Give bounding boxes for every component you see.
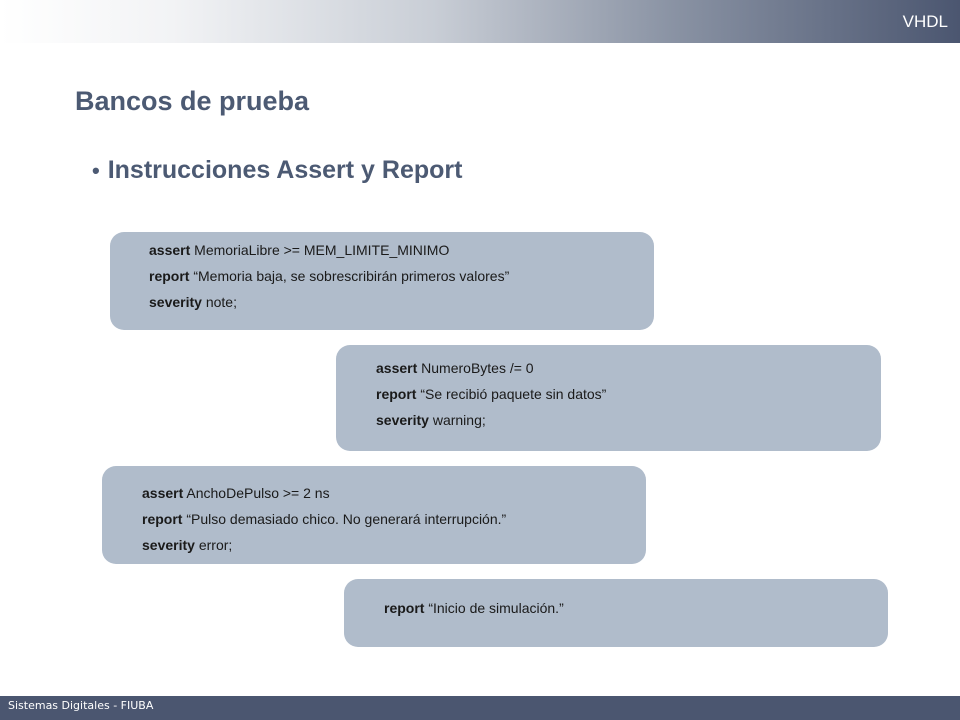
code-text: “Memoria baja, se sobrescribirán primeros valores” <box>189 268 510 284</box>
code-text: MemoriaLibre >= MEM_LIMITE_MINIMO <box>190 242 450 258</box>
code-keyword: report <box>376 386 417 402</box>
code-keyword: assert <box>149 242 191 258</box>
code-line <box>149 237 654 263</box>
bullet-item <box>92 156 462 185</box>
code-text: note; <box>201 294 237 310</box>
footer-text: Sistemas Digitales - FIUBA <box>8 699 154 712</box>
code-block-inicio <box>344 579 888 647</box>
code-keyword: severity <box>376 412 429 428</box>
code-line <box>142 506 646 532</box>
code-keyword: report <box>149 268 190 284</box>
code-keyword: severity <box>149 294 202 310</box>
code-text: NumeroBytes /= 0 <box>417 360 534 376</box>
code-text: error; <box>194 537 233 553</box>
header-brand: VHDL <box>902 12 948 31</box>
code-keyword: assert <box>142 485 184 501</box>
code-text: “Pulso demasiado chico. No generará interrupción.” <box>182 511 507 527</box>
code-line <box>376 381 881 407</box>
code-block-memoria <box>110 232 654 330</box>
code-keyword: severity <box>142 537 195 553</box>
code-line <box>149 289 654 315</box>
header-bar <box>0 0 960 43</box>
slide-title: Bancos de prueba <box>75 86 310 116</box>
bullet-text: Instrucciones Assert y Report <box>107 156 463 184</box>
code-text: “Se recibió paquete sin datos” <box>416 386 607 402</box>
code-text: AnchoDePulso >= 2 ns <box>183 485 330 501</box>
code-line <box>376 355 881 381</box>
code-line <box>384 595 888 621</box>
code-text: warning; <box>428 412 486 428</box>
bullet-dot-icon: • <box>92 157 100 183</box>
footer-bar <box>0 696 960 720</box>
code-line <box>142 480 646 506</box>
code-text: “Inicio de simulación.” <box>424 600 564 616</box>
code-line <box>149 263 654 289</box>
code-keyword: report <box>142 511 183 527</box>
code-block-anchodepulso <box>102 466 646 564</box>
code-line <box>376 407 881 433</box>
code-line <box>142 532 646 558</box>
code-keyword: assert <box>376 360 418 376</box>
code-block-numerobytes <box>336 345 881 451</box>
code-keyword: report <box>384 600 425 616</box>
